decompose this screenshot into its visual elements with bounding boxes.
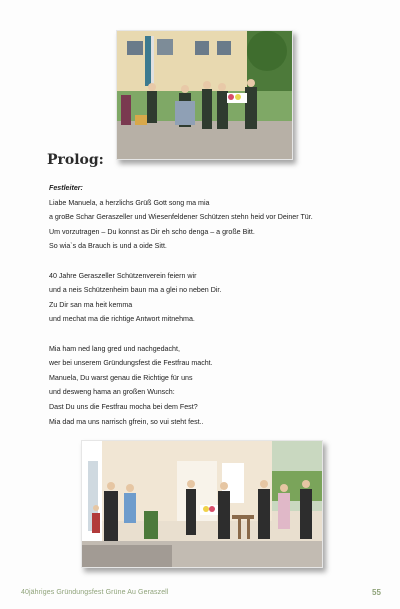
photo-house-entrance <box>81 440 323 568</box>
text-line: 40 Jahre Geraszeller Schützenverein feiern wir <box>49 271 197 280</box>
page-number: 55 <box>372 588 381 597</box>
page-heading: Prolog: <box>47 152 104 168</box>
photo-procession <box>116 30 293 160</box>
text-line: So wia`s da Brauch is und a oide Sitt. <box>49 242 167 251</box>
text-line: Um vorzutragen – Du konnst as Dir eh scho denga – a große Bitt. <box>49 227 255 236</box>
prolog-text <box>49 181 389 429</box>
text-line: wer bei unserem Gründungsfest die Festfrau macht. <box>49 359 213 368</box>
text-line: und desweng hama an großen Wunsch: <box>49 388 175 397</box>
text-line: und mechat ma die richtige Antwort mitnehma. <box>49 315 195 324</box>
text-line: Mia dad ma uns narrisch gfrein, so vui steht fest.. <box>49 417 204 426</box>
text-line: Zu Dir san ma heit kemma <box>49 300 133 309</box>
text-line: Liabe Manuela, a herzlichs Grüß Gott song ma mia <box>49 198 210 207</box>
text-line: Mia ham ned lang gred und nachgedacht, <box>49 344 180 353</box>
speaker-label: Festleiter: <box>49 184 83 192</box>
text-line: und a neis Schützenheim baun ma a glei no neben Dir. <box>49 286 222 295</box>
text-line: Manuela, Du warst genau die Richtige für uns <box>49 373 193 382</box>
text-line: a groBe Schar Geraszeller und Wiesenfeldener Schützen stehn heid vor Deiner Tür. <box>49 213 313 222</box>
text-line: Dast Du uns die Festfrau mocha bei dem Fest? <box>49 402 198 411</box>
footer-title: 40jähriges Gründungsfest Grüne Au Geraszell <box>21 589 169 596</box>
